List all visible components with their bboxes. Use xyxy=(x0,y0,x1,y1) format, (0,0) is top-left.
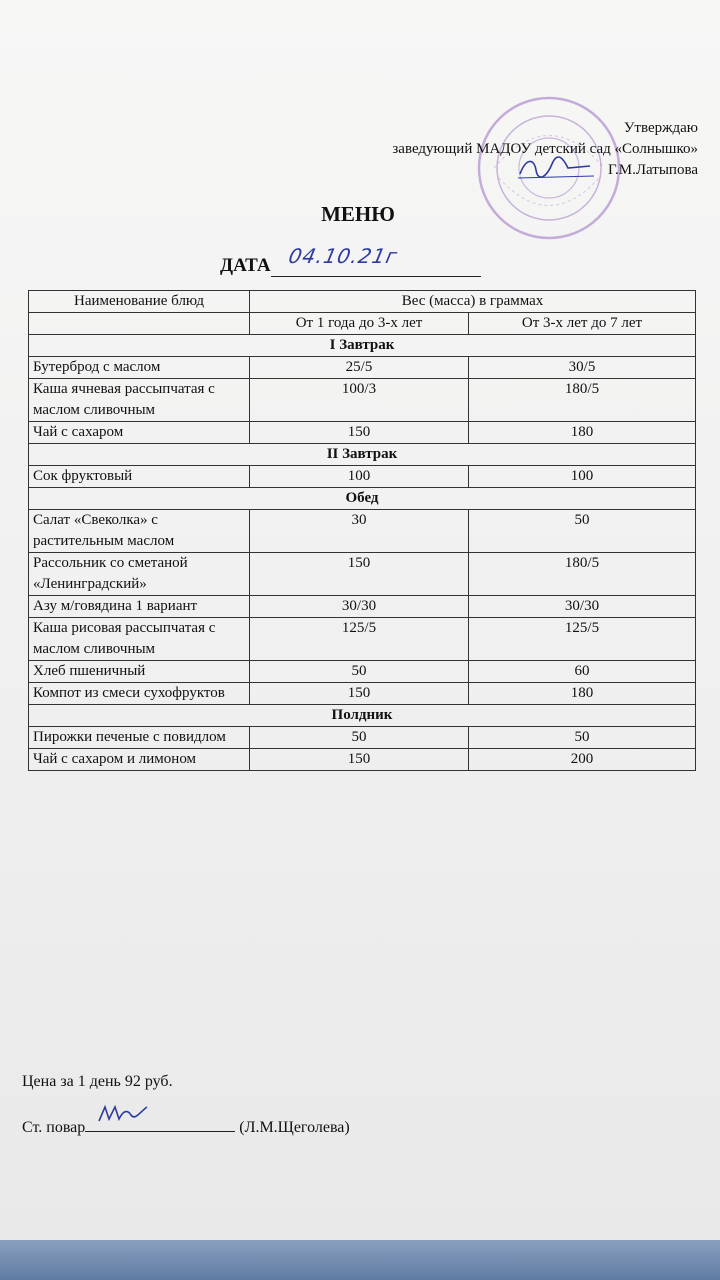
weight-age-3-7: 50 xyxy=(469,510,696,553)
dish-name: Чай с сахаром xyxy=(29,422,250,444)
table-header-row xyxy=(29,291,696,313)
weight-age-1-3: 125/5 xyxy=(250,618,469,661)
cook-name: (Л.М.Щеголева) xyxy=(239,1119,350,1136)
table-row xyxy=(29,683,696,705)
cook-signature-line xyxy=(85,1115,235,1132)
table-row xyxy=(29,510,696,553)
weight-age-3-7: 200 xyxy=(469,749,696,771)
header-age-1-3: От 1 года до 3-х лет xyxy=(250,313,469,335)
section-row xyxy=(29,335,696,357)
section-title: Обед xyxy=(29,488,696,510)
table-row xyxy=(29,422,696,444)
date-value: 04.10.21г xyxy=(286,244,400,268)
dish-name: Сок фруктовый xyxy=(29,466,250,488)
dish-name: Бутерброд с маслом xyxy=(29,357,250,379)
section-title: I Завтрак xyxy=(29,335,696,357)
table-row xyxy=(29,618,696,661)
table-row xyxy=(29,661,696,683)
dish-name: Компот из смеси сухофруктов xyxy=(29,683,250,705)
dish-name: Пирожки печеные с повидлом xyxy=(29,727,250,749)
table-row xyxy=(29,357,696,379)
weight-age-1-3: 150 xyxy=(250,683,469,705)
dish-name: Чай с сахаром и лимоном xyxy=(29,749,250,771)
section-row xyxy=(29,444,696,466)
weight-age-1-3: 100 xyxy=(250,466,469,488)
date-row xyxy=(220,244,481,277)
cook-signature xyxy=(93,1101,153,1127)
dish-name: Каша рисовая рассыпчатая с маслом сливочным xyxy=(29,618,250,661)
weight-age-1-3: 150 xyxy=(250,422,469,444)
section-title: Полдник xyxy=(29,705,696,727)
approval-title: Утверждаю xyxy=(623,120,698,136)
dish-name: Салат «Свеколка» с растительным маслом xyxy=(29,510,250,553)
weight-age-3-7: 125/5 xyxy=(469,618,696,661)
section-row xyxy=(29,705,696,727)
weight-age-1-3: 150 xyxy=(250,749,469,771)
weight-age-1-3: 30/30 xyxy=(250,596,469,618)
header-age-3-7: От 3-х лет до 7 лет xyxy=(469,313,696,335)
weight-age-3-7: 30/5 xyxy=(469,357,696,379)
section-row xyxy=(29,488,696,510)
table-header-ages-row xyxy=(29,313,696,335)
dish-name: Рассольник со сметаной «Ленинградский» xyxy=(29,553,250,596)
table-row xyxy=(29,379,696,422)
weight-age-1-3: 150 xyxy=(250,553,469,596)
weight-age-3-7: 180 xyxy=(469,422,696,444)
weight-age-1-3: 50 xyxy=(250,661,469,683)
dish-name: Каша ячневая рассыпчатая с маслом сливочным xyxy=(29,379,250,422)
weight-age-1-3: 25/5 xyxy=(250,357,469,379)
approval-block xyxy=(392,118,698,181)
director-signature xyxy=(516,154,596,182)
date-line xyxy=(271,244,481,277)
table-row xyxy=(29,749,696,771)
approval-position: заведующий МАДОУ детский сад «Солнышко» xyxy=(392,141,698,157)
menu-table xyxy=(28,290,696,771)
weight-age-3-7: 180 xyxy=(469,683,696,705)
table-row xyxy=(29,727,696,749)
dish-name: Хлеб пшеничный xyxy=(29,661,250,683)
weight-age-3-7: 100 xyxy=(469,466,696,488)
background-surface xyxy=(0,1240,720,1280)
header-dish-name: Наименование блюд xyxy=(29,291,250,313)
weight-age-3-7: 60 xyxy=(469,661,696,683)
price-line: Цена за 1 день 92 руб. xyxy=(22,1073,173,1090)
weight-age-1-3: 50 xyxy=(250,727,469,749)
weight-age-1-3: 100/3 xyxy=(250,379,469,422)
weight-age-3-7: 50 xyxy=(469,727,696,749)
table-row xyxy=(29,596,696,618)
table-row xyxy=(29,466,696,488)
weight-age-3-7: 180/5 xyxy=(469,379,696,422)
dish-name: Азу м/говядина 1 вариант xyxy=(29,596,250,618)
menu-title: МЕНЮ xyxy=(321,202,395,226)
cook-line xyxy=(22,1115,350,1137)
section-title: II Завтрак xyxy=(29,444,696,466)
date-label: ДАТА xyxy=(220,255,271,276)
cook-label: Ст. повар xyxy=(22,1119,86,1136)
weight-age-3-7: 180/5 xyxy=(469,553,696,596)
table-row xyxy=(29,553,696,596)
weight-age-3-7: 30/30 xyxy=(469,596,696,618)
director-name: Г.М.Латыпова xyxy=(608,162,698,178)
approval-signature-line xyxy=(608,160,698,181)
header-empty-cell xyxy=(29,313,250,335)
header-weight: Вес (масса) в граммах xyxy=(250,291,696,313)
weight-age-1-3: 30 xyxy=(250,510,469,553)
